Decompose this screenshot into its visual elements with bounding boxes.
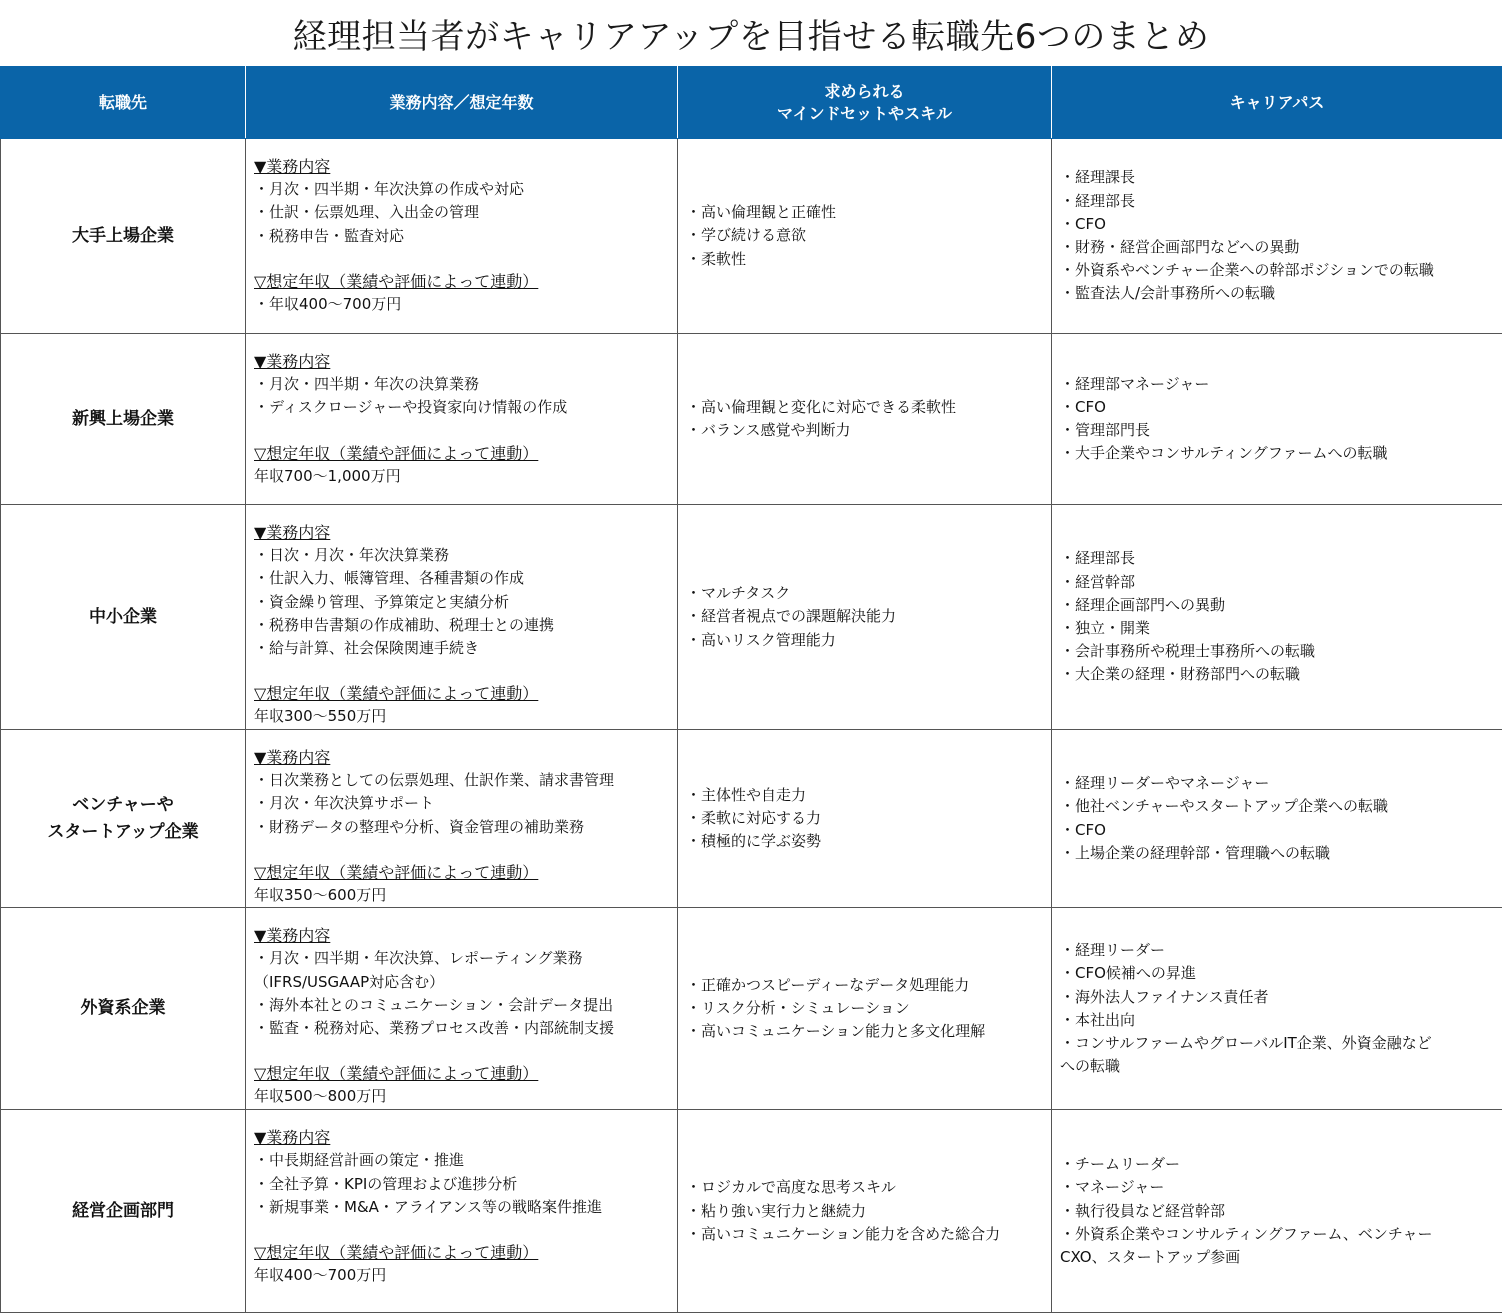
career-item: ・経営幹部 bbox=[1060, 572, 1136, 591]
career-item: ・CFO bbox=[1060, 397, 1106, 416]
header-mindset-skills bbox=[678, 67, 1052, 139]
work-content-cell bbox=[246, 334, 678, 505]
work-item: ・新規事業・M&A・アライアンス等の戦略案件推進 bbox=[254, 1197, 602, 1216]
destination-cell bbox=[1, 1110, 246, 1313]
work-item: ・仕訳・伝票処理、入出金の管理 bbox=[254, 203, 480, 222]
table-row bbox=[1, 505, 1502, 730]
header-row bbox=[1, 67, 1502, 139]
career-item: ・大企業の経理・財務部門への転職 bbox=[1060, 665, 1301, 684]
work-content-cell bbox=[246, 139, 678, 334]
career-item: ・コンサルファームやグローバルIT企業、外資金融など bbox=[1060, 1033, 1432, 1052]
destination-name: 中小企業 bbox=[89, 606, 157, 627]
work-item: ・中長期経営計画の策定・推進 bbox=[254, 1151, 465, 1170]
career-item: ・外資系企業やコンサルティングファーム、ベンチャー bbox=[1060, 1224, 1433, 1243]
career-item: ・経理部マネージャー bbox=[1060, 374, 1210, 393]
skill-item: ・経営者視点での課題解決能力 bbox=[686, 607, 897, 626]
salary-heading: ▽想定年収（業績や評価によって連動） bbox=[254, 443, 539, 463]
work-item: ・ディスクロージャーや投資家向け情報の作成 bbox=[254, 398, 568, 417]
destination-cell bbox=[1, 334, 246, 505]
skill-item: ・高いリスク管理能力 bbox=[686, 630, 836, 649]
skill-item: ・ロジカルで高度な思考スキル bbox=[686, 1178, 896, 1197]
salary-value: 年収500～800万円 bbox=[254, 1087, 387, 1106]
skill-item: ・マルチタスク bbox=[686, 584, 791, 603]
destination-name: 経営企画部門 bbox=[72, 1200, 174, 1221]
skills-cell bbox=[678, 908, 1052, 1110]
work-heading: ▼業務内容 bbox=[254, 523, 331, 542]
table-row bbox=[1, 334, 1502, 505]
skill-item: ・バランス感覚や判断力 bbox=[686, 421, 851, 439]
header-career-path: キャリアパス bbox=[1052, 67, 1502, 139]
work-content-cell bbox=[246, 908, 678, 1110]
skill-item: ・学び続ける意欲 bbox=[686, 226, 807, 245]
work-content-cell bbox=[246, 1110, 678, 1313]
skills-cell bbox=[678, 505, 1052, 730]
destination-cell bbox=[1, 730, 246, 908]
career-item: への転職 bbox=[1060, 1057, 1121, 1076]
work-item: ・給与計算、社会保険関連手続き bbox=[254, 639, 480, 658]
work-heading: ▼業務内容 bbox=[254, 748, 331, 767]
career-item: ・管理部門長 bbox=[1060, 421, 1151, 439]
salary-heading: ▽想定年収（業績や評価によって連動） bbox=[254, 1064, 539, 1084]
career-cell bbox=[1052, 730, 1502, 908]
salary-heading: ▽想定年収（業績や評価によって連動） bbox=[254, 271, 539, 291]
work-item: ・日次業務としての伝票処理、仕訳作業、請求書管理 bbox=[254, 771, 615, 790]
skill-item: ・高い倫理観と変化に対応できる柔軟性 bbox=[686, 397, 957, 416]
skill-item: ・柔軟に対応する力 bbox=[686, 809, 822, 827]
career-item: ・経理部長 bbox=[1060, 549, 1136, 568]
skill-item: ・リスク分析・シミュレーション bbox=[686, 999, 910, 1018]
career-cell bbox=[1052, 1110, 1502, 1313]
destination-cell bbox=[1, 505, 246, 730]
work-content-cell bbox=[246, 505, 678, 730]
career-item: ・本社出向 bbox=[1060, 1010, 1136, 1029]
skill-item: ・積極的に学ぶ姿勢 bbox=[686, 832, 822, 851]
header-work-content: 業務内容／想定年数 bbox=[246, 67, 678, 139]
work-item: ・全社予算・KPIの管理および進捗分析 bbox=[254, 1174, 518, 1193]
career-item: ・執行役員など経営幹部 bbox=[1060, 1201, 1226, 1220]
skill-item: ・粘り強い実行力と継続力 bbox=[686, 1201, 867, 1220]
work-item: ・資金繰り管理、予算策定と実績分析 bbox=[254, 592, 510, 611]
career-item: ・海外法人ファイナンス責任者 bbox=[1060, 987, 1269, 1006]
career-cell bbox=[1052, 334, 1502, 505]
work-item: ・財務データの整理や分析、資金管理の補助業務 bbox=[254, 817, 585, 836]
work-item: （IFRS/USGAAP対応含む） bbox=[254, 972, 445, 991]
table-row bbox=[1, 908, 1502, 1110]
career-item: ・経理部長 bbox=[1060, 191, 1136, 210]
destination-cell bbox=[1, 908, 246, 1110]
career-item: ・財務・経営企画部門などへの異動 bbox=[1060, 238, 1300, 256]
career-item: ・他社ベンチャーやスタートアップ企業への転職 bbox=[1060, 797, 1389, 816]
destination-name: 外資系企業 bbox=[80, 998, 166, 1019]
work-item: ・税務申告・監査対応 bbox=[254, 226, 405, 245]
salary-heading: ▽想定年収（業績や評価によって連動） bbox=[254, 1243, 539, 1263]
skill-item: ・高いコミュニケーション能力と多文化理解 bbox=[686, 1022, 986, 1041]
work-item: ・月次・四半期・年次の決算業務 bbox=[254, 375, 480, 394]
salary-value: 年収300～550万円 bbox=[254, 707, 387, 726]
career-item: ・マネージャー bbox=[1060, 1178, 1165, 1197]
work-heading: ▼業務内容 bbox=[254, 926, 331, 946]
career-item: ・経理リーダー bbox=[1060, 941, 1166, 960]
table-row bbox=[1, 1110, 1502, 1313]
header-mindset-line1: 求められる bbox=[824, 81, 905, 101]
work-item: ・月次・年次決算サポート bbox=[254, 794, 435, 813]
work-heading: ▼業務内容 bbox=[254, 157, 331, 176]
career-item: ・外資系やベンチャー企業への幹部ポジションでの転職 bbox=[1060, 261, 1434, 280]
header-destination: 転職先 bbox=[1, 67, 246, 139]
work-item: ・日次・月次・年次決算業務 bbox=[254, 546, 450, 565]
skills-cell bbox=[678, 334, 1052, 505]
work-heading: ▼業務内容 bbox=[254, 1128, 331, 1148]
career-cell bbox=[1052, 908, 1502, 1110]
work-heading: ▼業務内容 bbox=[254, 352, 331, 371]
career-item: CXO、スタートアップ参画 bbox=[1060, 1248, 1241, 1267]
work-item: ・月次・四半期・年次決算、レポーティング業務 bbox=[254, 949, 583, 968]
salary-heading: ▽想定年収（業績や評価によって連動） bbox=[254, 684, 539, 704]
work-item: ・海外本社とのコミュニケーション・会計データ提出 bbox=[254, 995, 614, 1014]
skill-item: ・高いコミュニケーション能力を含めた総合力 bbox=[686, 1224, 1001, 1243]
skills-cell bbox=[678, 139, 1052, 334]
career-item: ・上場企業の経理幹部・管理職への転職 bbox=[1060, 843, 1331, 862]
career-item: ・経理リーダーやマネージャー bbox=[1060, 774, 1270, 793]
salary-value: 年収700～1,000万円 bbox=[254, 466, 401, 485]
salary-heading: ▽想定年収（業績や評価によって連動） bbox=[254, 862, 539, 882]
header-mindset-line2: マインドセットやスキル bbox=[776, 103, 953, 123]
salary-value: 年収350～600万円 bbox=[254, 886, 387, 905]
destination-name: スタートアップ企業 bbox=[47, 821, 199, 842]
career-item: ・チームリーダー bbox=[1060, 1155, 1181, 1174]
skill-item: ・主体性や自走力 bbox=[686, 785, 807, 804]
career-item: ・CFO bbox=[1060, 820, 1106, 839]
table-row bbox=[1, 139, 1502, 334]
career-item: ・監査法人/会計事務所への転職 bbox=[1060, 284, 1276, 303]
career-item: ・経理企画部門への異動 bbox=[1060, 595, 1226, 614]
career-cell bbox=[1052, 139, 1502, 334]
career-item: ・経理課長 bbox=[1060, 168, 1136, 187]
skill-item: ・柔軟性 bbox=[686, 249, 747, 268]
work-item: ・監査・税務対応、業務プロセス改善・内部統制支援 bbox=[254, 1019, 615, 1038]
skill-item: ・高い倫理観と正確性 bbox=[686, 203, 837, 222]
destination-name: 大手上場企業 bbox=[72, 225, 174, 246]
work-item: ・税務申告書類の作成補助、税理士との連携 bbox=[254, 615, 555, 634]
skills-cell bbox=[678, 730, 1052, 908]
salary-value: ・年収400～700万円 bbox=[254, 295, 402, 314]
page-title: 経理担当者がキャリアアップを目指せる転職先6つのまとめ bbox=[292, 16, 1210, 57]
destination-name: ベンチャーや bbox=[72, 794, 174, 815]
career-item: ・独立・開業 bbox=[1060, 619, 1151, 637]
salary-value: 年収400～700万円 bbox=[254, 1266, 387, 1285]
career-item: ・CFO bbox=[1060, 214, 1106, 233]
career-item: ・会計事務所や税理士事務所への転職 bbox=[1060, 642, 1316, 661]
skills-cell bbox=[678, 1110, 1052, 1313]
summary-table bbox=[0, 66, 1502, 1313]
table-row bbox=[1, 730, 1502, 908]
destination-cell bbox=[1, 139, 246, 334]
work-content-cell bbox=[246, 730, 678, 908]
work-item: ・月次・四半期・年次決算の作成や対応 bbox=[254, 180, 525, 199]
skill-item: ・正確かつスピーディーなデータ処理能力 bbox=[686, 975, 970, 994]
destination-name: 新興上場企業 bbox=[72, 408, 174, 429]
career-cell bbox=[1052, 505, 1502, 730]
career-item: ・CFO候補への昇進 bbox=[1060, 964, 1196, 983]
career-item: ・大手企業やコンサルティングファームへの転職 bbox=[1060, 444, 1388, 463]
work-item: ・仕訳入力、帳簿管理、各種書類の作成 bbox=[254, 569, 525, 588]
